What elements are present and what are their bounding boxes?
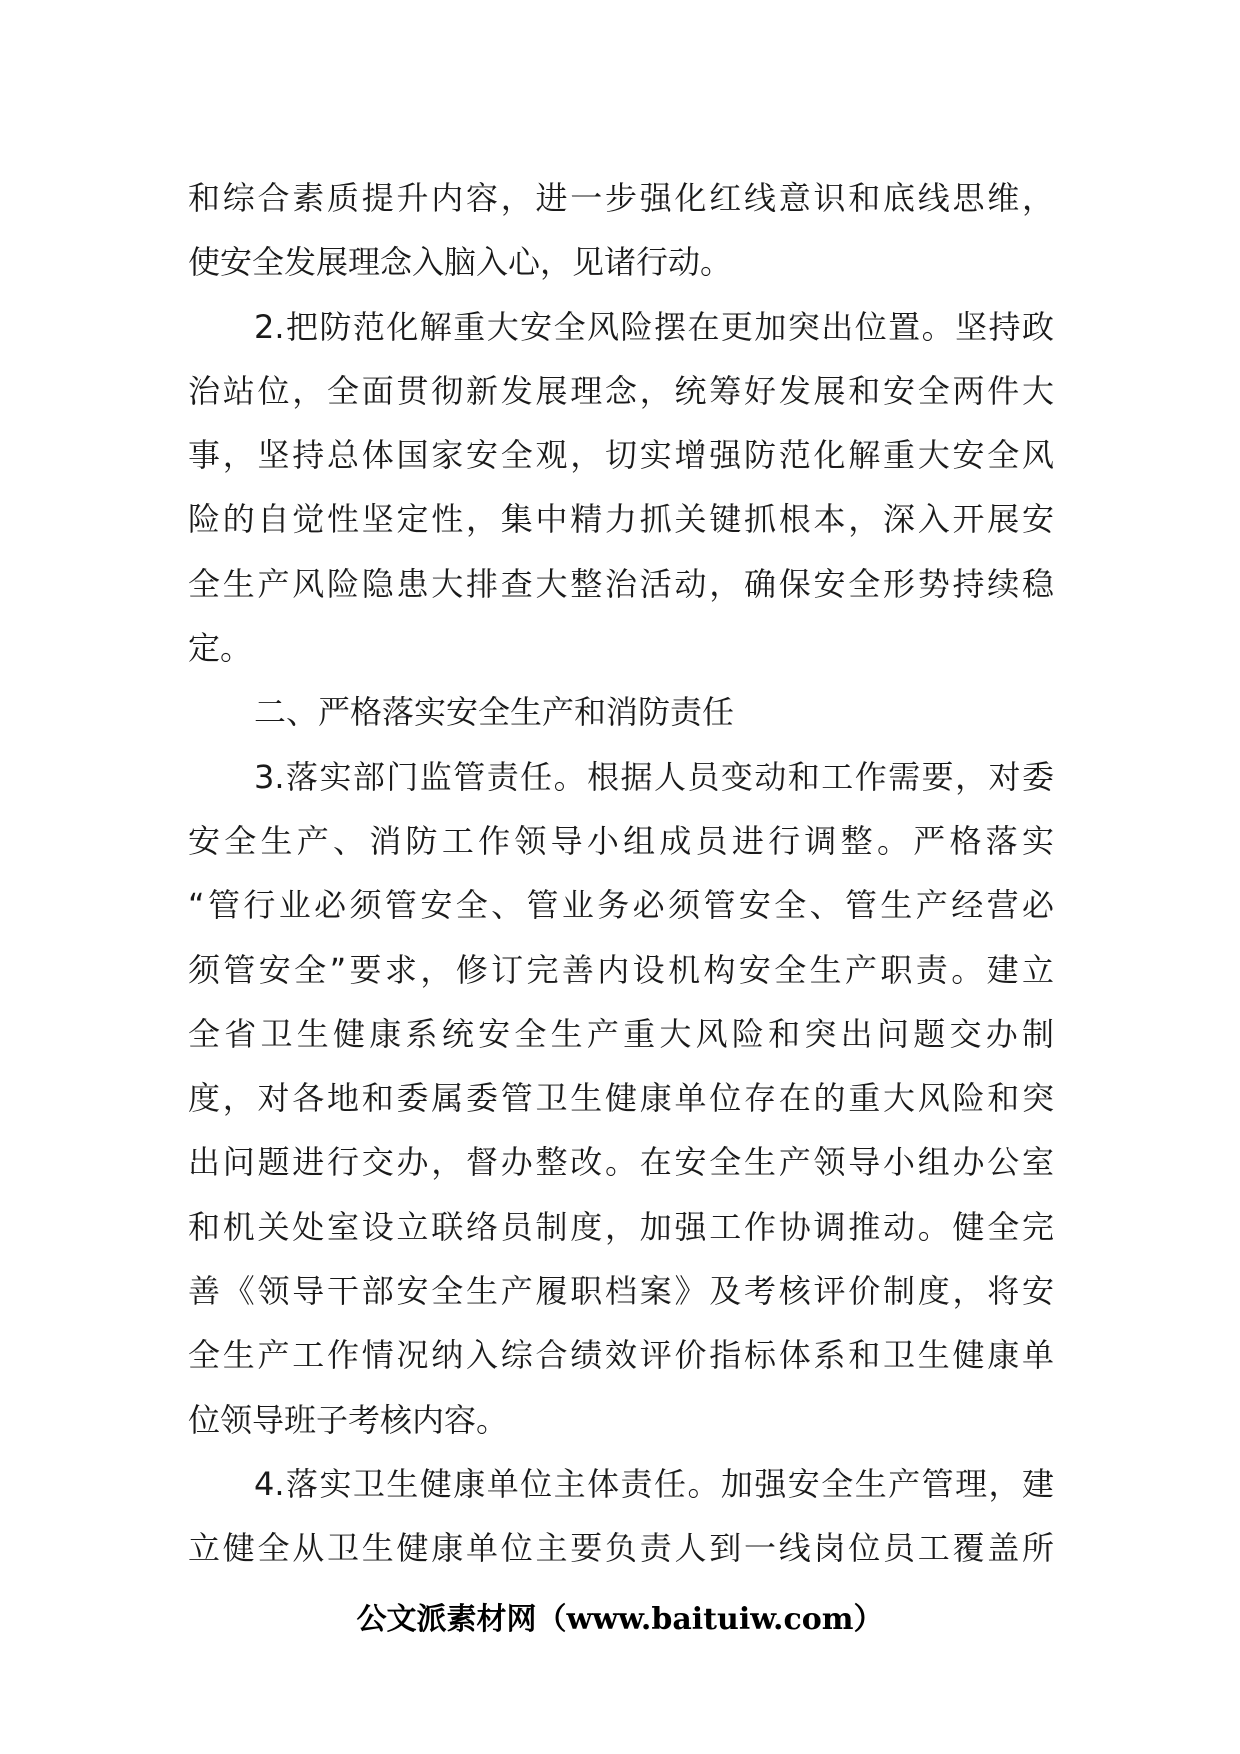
paragraph-3-start: 3.落实部门监管责任。根据人员变动和工作需要，对委 (254, 757, 1054, 796)
text-line-20: 位领导班子考核内容。 (188, 1400, 509, 1439)
paragraph-2-start: 2.把防范化解重大安全风险摆在更加突出位置。坚持政 (254, 307, 1054, 346)
text-line-15: 度，对各地和委属委管卫生健康单位存在的重大风险和突 (188, 1079, 1054, 1118)
text-line-14: 全省卫生健康系统安全生产重大风险和突出问题交办制 (188, 1014, 1054, 1053)
text-line-1: 和综合素质提升内容，进一步强化红线意识和底线思维， (188, 179, 1054, 217)
text-line-2: 使安全发展理念入脑入心，见诸行动。 (188, 243, 733, 282)
paragraph-4-start: 4.落实卫生健康单位主体责任。加强安全生产管理，建 (254, 1464, 1054, 1503)
text-line-12: “管行业必须管安全、管业务必须管安全、管生产经营必 (188, 886, 1054, 925)
text-line-16: 出问题进行交办，督办整改。在安全生产领导小组办公室 (188, 1143, 1054, 1182)
text-line-8: 定。 (188, 629, 253, 668)
text-line-7: 全生产风险隐患大排查大整治活动，确保安全形势持续稳 (188, 564, 1054, 603)
section-heading: 二、严格落实安全生产和消防责任 (254, 693, 735, 732)
text-line-5: 事，坚持总体国家安全观，切实增强防范化解重大安全风 (188, 436, 1054, 475)
text-line-6: 险的自觉性坚定性，集中精力抓关键抓根本，深入开展安 (188, 500, 1054, 539)
text-line-18: 善《领导干部安全生产履职档案》及考核评价制度，将安 (188, 1272, 1054, 1311)
text-line-19: 全生产工作情况纳入综合绩效评价指标体系和卫生健康单 (188, 1336, 1054, 1375)
text-line-17: 和机关处室设立联络员制度，加强工作协调推动。健全完 (188, 1207, 1054, 1246)
document-body (188, 166, 1054, 1581)
text-line-11: 安全生产、消防工作领导小组成员进行调整。严格落实 (188, 821, 1054, 860)
text-line-4: 治站位，全面贯彻新发展理念，统筹好发展和安全两件大 (188, 371, 1054, 410)
footer-watermark: 公文派素材网（www.baituiw.com） (356, 1602, 884, 1637)
text-line-22: 立健全从卫生健康单位主要负责人到一线岗位员工覆盖所 (188, 1529, 1054, 1568)
text-line-13: 须管安全”要求，修订完善内设机构安全生产职责。建立 (188, 950, 1054, 989)
